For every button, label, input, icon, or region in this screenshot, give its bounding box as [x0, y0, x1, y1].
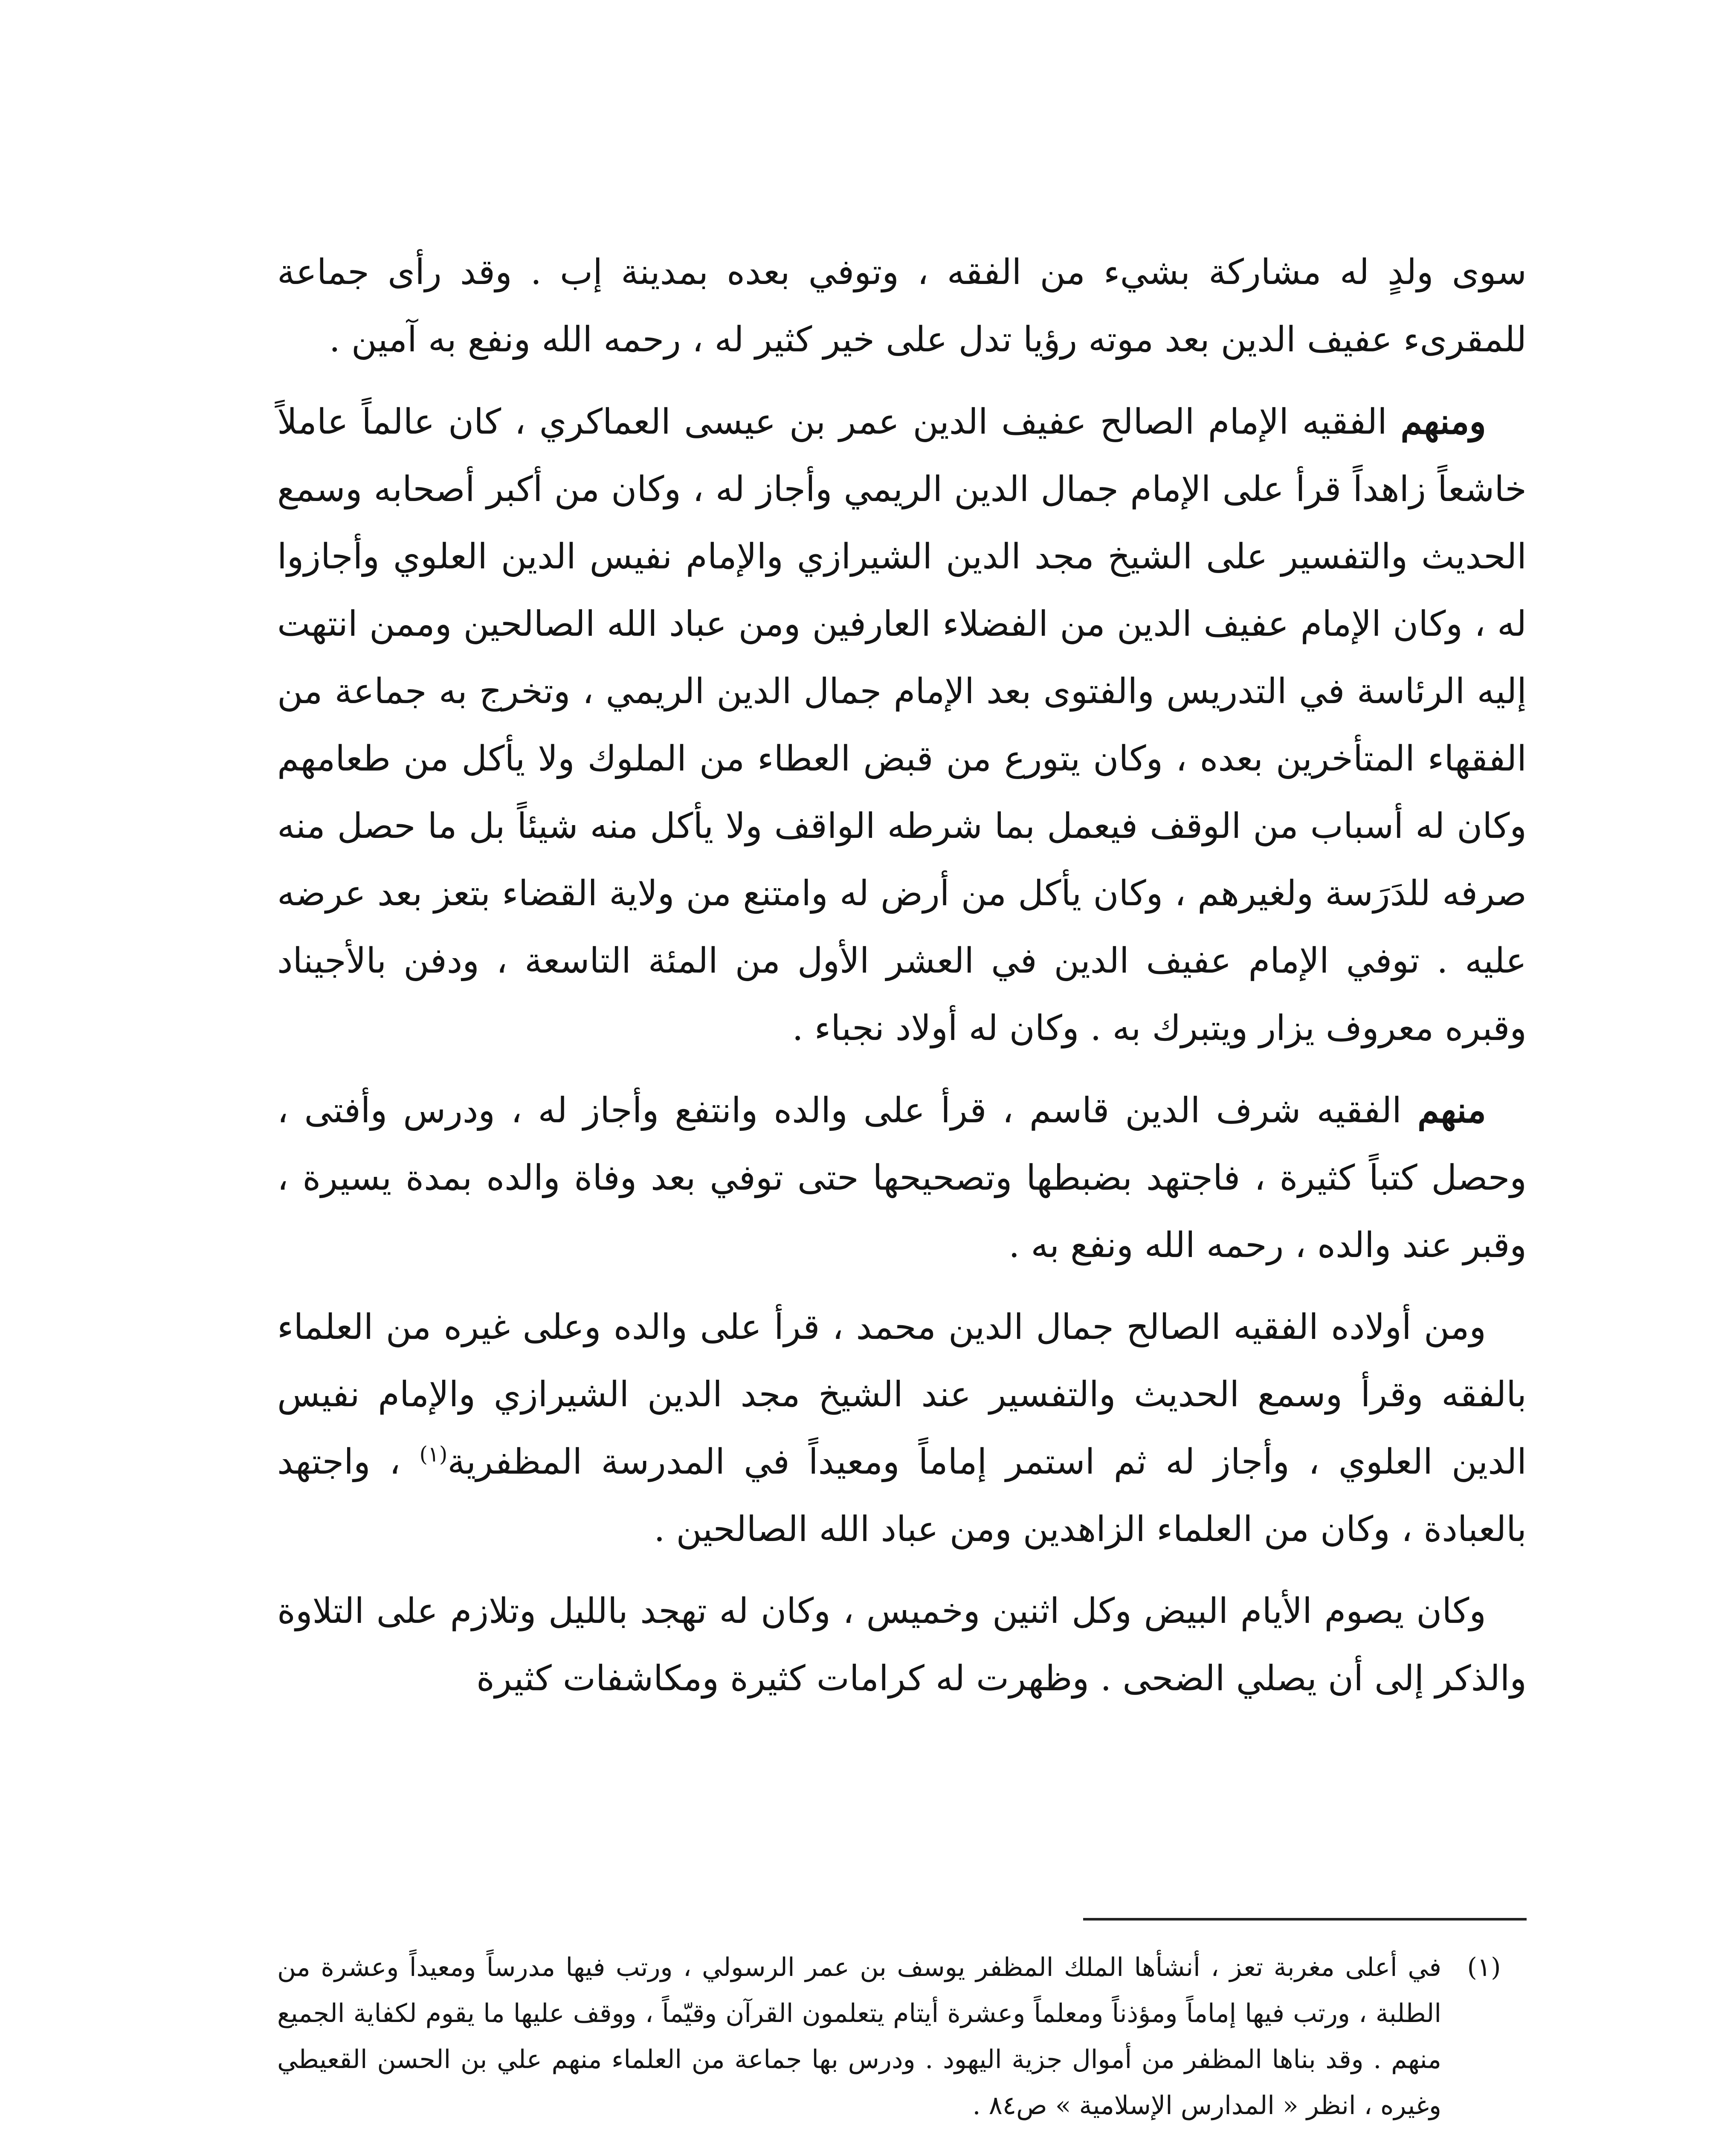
- paragraph-continuation: [277, 239, 1527, 374]
- footnote-number: (١): [1467, 1952, 1501, 1982]
- paragraph-sharaf-al-din-qasim: [277, 1077, 1527, 1279]
- footnote-item: [277, 1944, 1527, 2129]
- footnote-reference[interactable]: (١): [419, 1442, 448, 1467]
- paragraph-worship-habits: [277, 1578, 1527, 1712]
- paragraph-afif-al-din-umar: [277, 388, 1527, 1062]
- paragraph-text: ، واجتهد بالعبادة ، وكان من العلماء الزاهدين ومن عباد الله الصالحين .: [277, 1442, 1527, 1550]
- paragraph-text: الفقيه شرف الدين قاسم ، قرأ على والده وانتفع وأجاز له ، ودرس وأفتى ، وحصل كتباً كثيرة ، فاجتهد بضبطها وتصحيحها حتى توفي بعد وفاة والده بمدة يسيرة ، وقبر عند والده ، رحمه الله ونفع به .: [277, 1090, 1527, 1266]
- paragraph-lead-word: منهم: [1417, 1090, 1486, 1131]
- paragraph-lead-word: ومنهم: [1400, 401, 1486, 442]
- footnotes-section: [277, 1944, 1527, 2129]
- paragraph-text: ومن أولاده الفقيه الصالح جمال الدين محمد ، قرأ على والده وعلى غيره من العلماء بالفقه وقرأ وسمع الحديث والتفسير عند الشيخ مجد الدين الشيرازي والإمام نفيس الدين العلوي ، وأجاز له ثم استمر إماماً ومعيداً في المدرسة المظفرية: [277, 1307, 1527, 1482]
- footnote-text: في أعلى مغربة تعز ، أنشأها الملك المظفر يوسف بن عمر الرسولي ، ورتب فيها مدرساً ومعيداً وعشرة من الطلبة ، ورتب فيها إماماً ومؤذناً ومعلماً وعشرة أيتام يتعلمون القرآن وقيّماً ، ووقف عليها ما يقوم لكفاية الجميع منهم . وقد بناها المظفر من أموال جزية اليهود . ودرس بها جماعة من العلماء منهم علي بن الحسن القعيطي وغيره ، انظر « المدارس الإسلامية » ص٨٤ .: [277, 1952, 1441, 2120]
- paragraph-text: سوى ولدٍ له مشاركة بشيء من الفقه ، وتوفي بعده بمدينة إب . وقد رأى جماعة للمقرىء عفيف الدين بعد موته رؤيا تدل على خير كثير له ، رحمه الله ونفع به آمين .: [277, 252, 1527, 360]
- paragraph-jamal-al-din-muhammad: [277, 1294, 1527, 1563]
- paragraph-text: وكان يصوم الأيام البيض وكل اثنين وخميس ، وكان له تهجد بالليل وتلازم على التلاوة والذكر إلى أن يصلي الضحى . وظهرت له كرامات كثيرة ومكاشفات كثيرة: [277, 1591, 1527, 1699]
- main-text-block: [277, 239, 1527, 1727]
- footnote-divider: [1083, 1918, 1527, 1921]
- paragraph-text: الفقيه الإمام الصالح عفيف الدين عمر بن عيسى العماكري ، كان عالماً عاملاً خاشعاً زاهداً قرأ على الإمام جمال الدين الريمي وأجاز له ، وكان من أكبر أصحابه وسمع الحديث والتفسير على الشيخ مجد الدين الشيرازي والإمام نفيس الدين العلوي وأجازوا له ، وكان الإمام عفيف الدين من الفضلاء العارفين ومن عباد الله الصالحين وممن انتهت إليه الرئاسة في التدريس والفتوى بعد الإمام جمال الدين الريمي ، وتخرج به جماعة من الفقهاء المتأخرين بعده ، وكان يتورع من قبض العطاء من الملوك ولا يأكل من طعامهم وكان له أسباب من الوقف فيعمل بما شرطه الواقف ولا يأكل منه شيئاً بل ما حصل منه صرفه للدَرَسة ولغيرهم ، وكان يأكل من أرض له وامتنع من ولاية القضاء بتعز بعد عرضه عليه . توفي الإمام عفيف الدين في العشر الأول من المئة التاسعة ، ودفن بالأجيناد وقبره معروف يزار ويتبرك به . وكان له أولاد نجباء .: [277, 402, 1527, 1049]
